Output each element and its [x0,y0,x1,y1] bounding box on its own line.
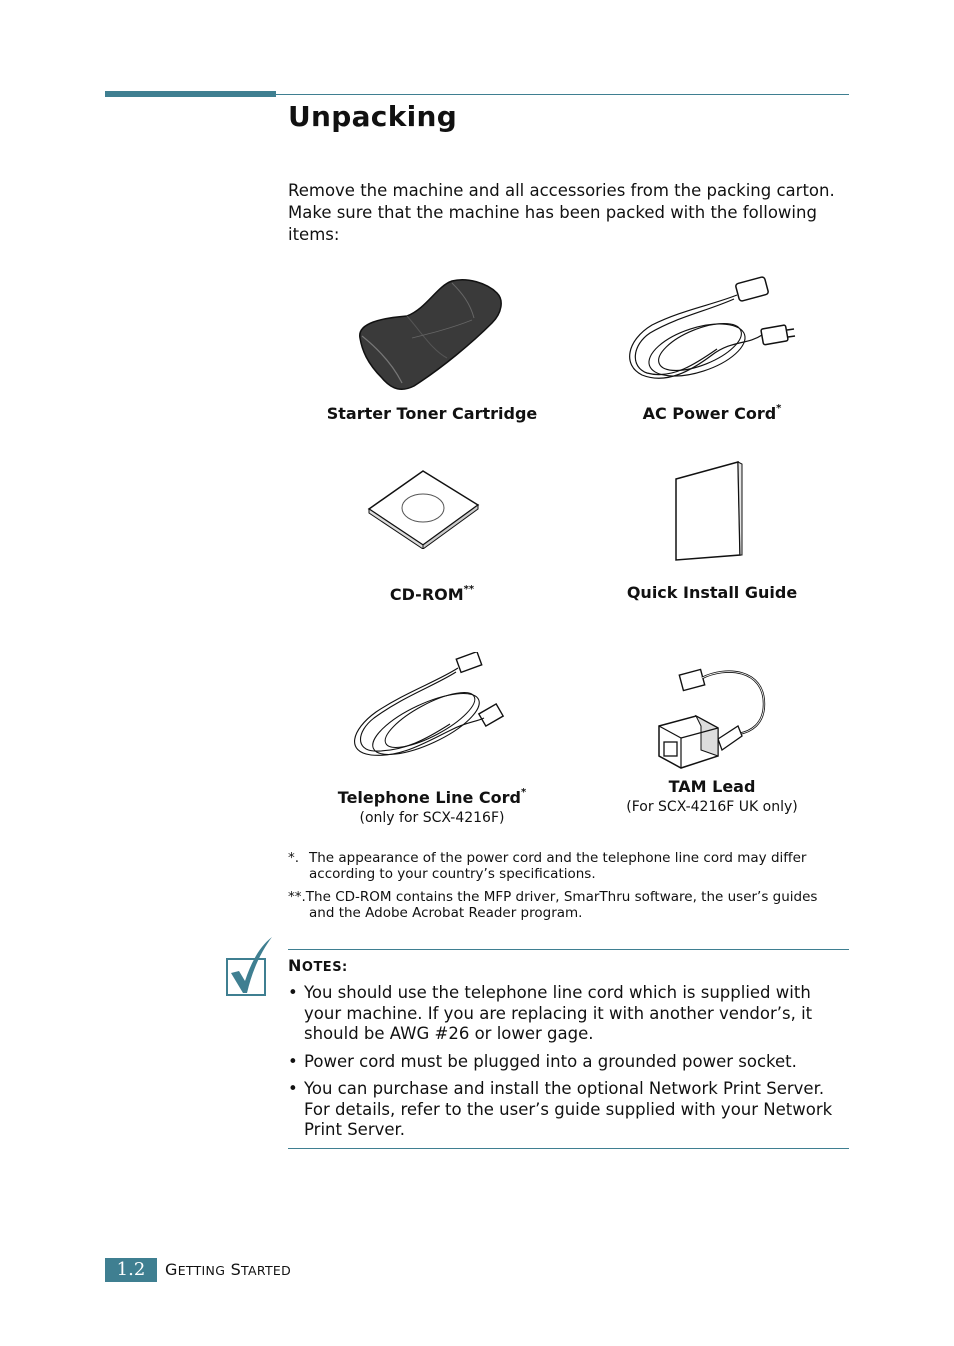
tam-lead-icon [656,664,771,772]
checkmark-note-icon [225,935,275,997]
page-number: 1.2 [105,1258,157,1282]
item-label-cd-rom: CD-ROM** [389,583,475,604]
toner-cartridge-icon [352,278,507,393]
header-rule-thin [276,94,849,95]
notes-title: NOTES: [288,956,348,975]
item-sublabel-telephone-cord: (only for SCX-4216F) [359,810,505,826]
intro-paragraph: Remove the machine and all accessories from the packing carton. Make sure that the machine has been packed with the following items: [288,181,835,244]
item-sublabel-tam-lead: (For SCX-4216F UK only) [626,799,798,815]
cd-rom-icon [366,467,481,549]
chapter-title: GETTING STARTED [165,1260,291,1279]
notes-list [288,983,853,1148]
notes-rule-top [288,949,849,950]
notes-rule-bottom [288,1148,849,1149]
item-label-power-cord: AC Power Cord* [642,402,782,423]
note-item: • You should use the telephone line cord which is supplied with your machine. If you are replacing it with another vendor’s, it should be AWG #26 or lower gage. [288,983,853,1045]
telephone-cord-icon [346,652,506,760]
item-label-tam-lead: TAM Lead [668,777,756,796]
page-title: Unpacking [288,100,458,133]
footnote-cd-rom: **.The CD-ROM contains the MFP driver, SmarThru software, the user’s guides and the Adobe Acrobat Reader program. [288,889,818,921]
item-label-toner: Starter Toner Cartridge [326,404,538,423]
note-item: • You can purchase and install the optional Network Print Server. For details, refer to the user’s guide supplied with your Network Print Server. [288,1079,853,1141]
footnote-power-cord: *. The appearance of the power cord and the telephone line cord may differ according to your country’s specifications. [288,850,807,882]
power-cord-icon [622,275,797,385]
guide-booklet-icon [672,459,747,564]
item-label-telephone-cord: Telephone Line Cord* [337,786,527,807]
item-label-quick-guide: Quick Install Guide [626,583,798,602]
header-rule-thick [105,91,276,97]
note-item: • Power cord must be plugged into a grounded power socket. [288,1052,853,1073]
